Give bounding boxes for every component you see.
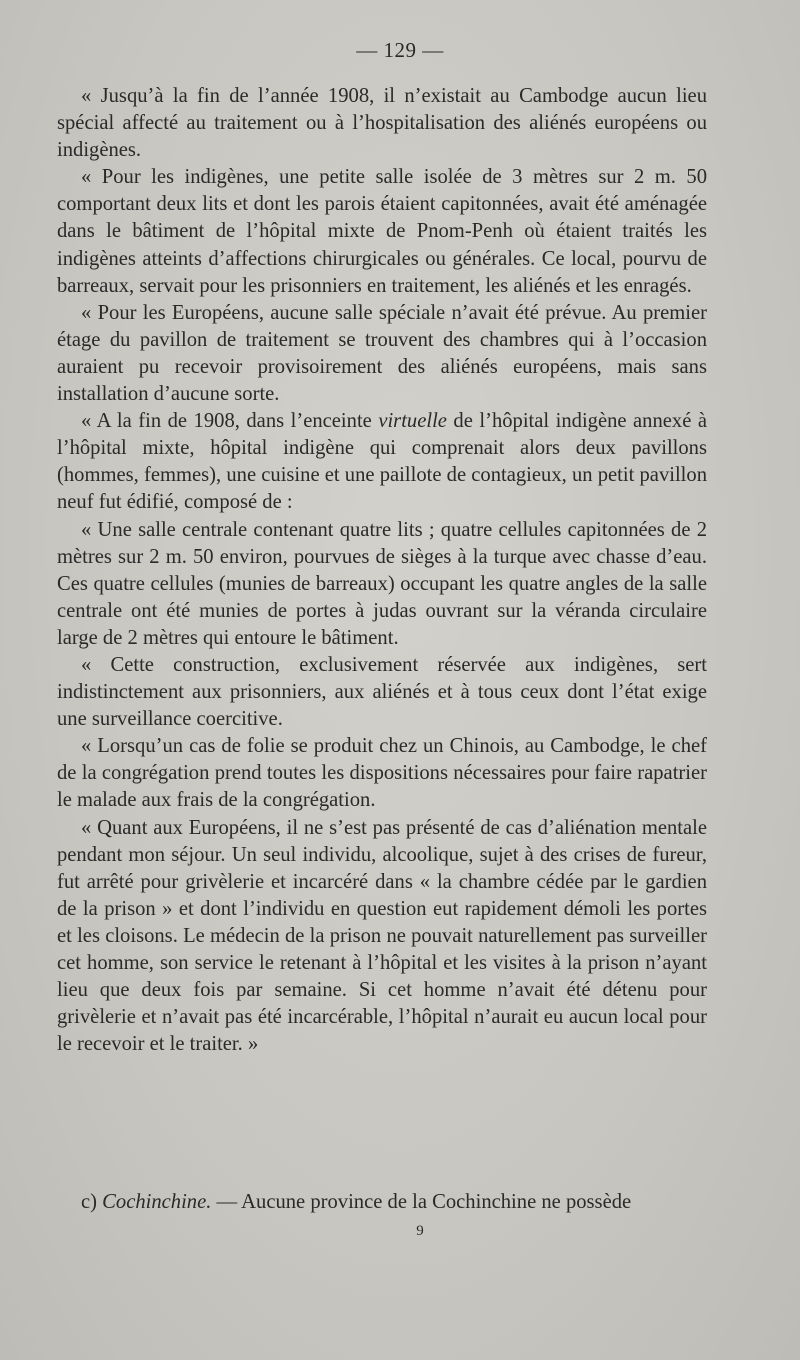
paragraph: « Pour les Européens, aucune salle spéciale n’avait été prévue. Au premier étage du pavillon de traitement se trouvent des chambres qui à l’occasion auraient pu recevoir provisoirement des aliénés européens, mais sans installation d’aucune sorte. xyxy=(57,301,707,406)
section-heading-line xyxy=(57,1189,707,1216)
section-paragraph xyxy=(57,1189,707,1216)
paragraph: « Jusqu’à la fin de l’année 1908, il n’existait au Cambodge aucun lieu spécial affecté au traitement ou à l’hospitalisation des aliénés européens ou indigènes. xyxy=(57,85,707,162)
section-title: Cochinchine. xyxy=(102,1191,212,1213)
paragraph: « Pour les indigènes, une petite salle isolée de 3 mètres sur 2 m. 50 comportant deux lits et dont les parois étaient capitonnées, avait été aménagée dans le bâtiment de l’hôpital mixte de Pnom-Penh où étaient traités les indigènes atteints d’affections chirurgicales ou générales. Ce local, pourvu de barreaux, servait pour les prisonniers en traitement, les aliénés et les enragés. xyxy=(57,166,707,297)
paragraph-with-italic xyxy=(57,408,707,516)
text-run: « A la fin de 1908, dans l’enceinte xyxy=(81,410,379,433)
paragraph: « Une salle centrale contenant quatre lits ; quatre cellules capitonnées de 2 mètres sur 2 m. 50 environ, pourvues de sièges à la turque avec chasse d’eau. Ces quatre cellules (munies de barreaux) occupant les quatre angles de la salle centrale ont été munies de portes à judas ouvrant sur la véranda circulaire large de 2 mètres qui entoure le bâtiment. xyxy=(57,518,707,649)
body-text xyxy=(57,83,707,1058)
signature-mark: 9 xyxy=(416,1223,424,1239)
text-run: de l’hôpital indigène annexé à l’hôpital mixte, hôpital indigène qui comprenait alors deux pavillons (hommes, femmes), une cuisine et une paillote de contagieux, un petit pavillon neuf fut édifié, composé de : xyxy=(57,410,707,514)
section-text: — Aucune province de la Cochinchine ne possède xyxy=(211,1191,632,1213)
section-marker: c) xyxy=(81,1191,97,1213)
page-number: — 129 — xyxy=(356,38,444,62)
paragraph: « Quant aux Européens, il ne s’est pas présenté de cas d’aliénation mentale pendant mon séjour. Un seul individu, alcoolique, sujet à des crises de fureur, fut arrêté pour grivèlerie et incarcéré dans « la chambre cédée par le gardien de la prison » et dont l’individu en question eut rapidement démoli les portes et les cloisons. Le médecin de la prison ne pouvait naturellement pas surveiller cet homme, son service le retenant à l’hôpital et les visites à la prison n’ayant lieu que deux fois par semaine. Si cet homme n’avait été détenu pour grivèlerie et n’avait pas été incarcérable, l’hôpital n’aurait eu aucun local pour le recevoir et le traiter. » xyxy=(57,816,707,1056)
paragraph: « Lorsqu’un cas de folie se produit chez un Chinois, au Cambodge, le chef de la congrégation prend toutes les dispositions nécessaires pour faire rapatrier le malade aux frais de la congrégation. xyxy=(57,735,707,812)
italic-word: virtuelle xyxy=(378,410,447,433)
paragraph: « Cette construction, exclusivement réservée aux indigènes, sert indistinctement aux prisonniers, aux aliénés et à tous ceux dont l’état exige une surveillance coercitive. xyxy=(57,653,707,731)
